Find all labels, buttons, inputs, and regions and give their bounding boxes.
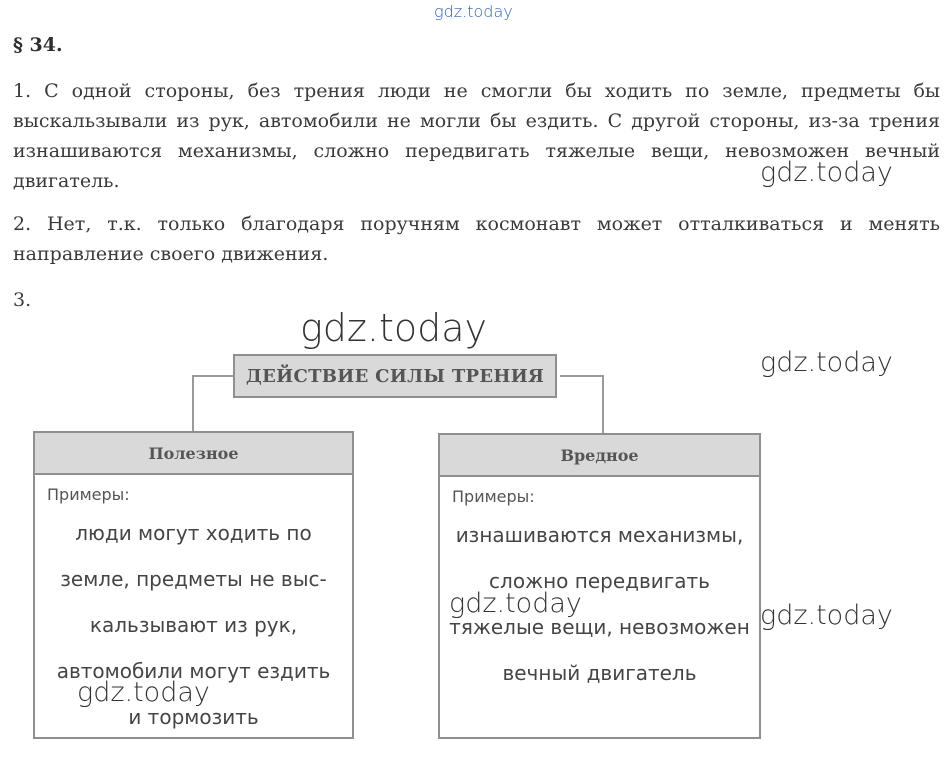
- harmful-heading: Вредное: [440, 435, 759, 477]
- answer-2: 2. Нет, т.к. только благодаря поручням космонавт может отталкиваться и менять направление своего движения.: [13, 213, 940, 265]
- harmful-line: тяжелые вещи, невозможен: [449, 615, 750, 639]
- watermark: gdz.today: [449, 588, 582, 619]
- harmful-line: сложно передвигать: [489, 569, 710, 593]
- diagram-title: ДЕЙСТВИЕ СИЛЫ ТРЕНИЯ: [233, 354, 557, 398]
- harmful-line: изнашиваются механизмы,: [455, 523, 744, 547]
- useful-line: земле, предметы не выс-: [60, 567, 327, 591]
- useful-heading: Полезное: [35, 433, 352, 475]
- harmful-examples-label: Примеры:: [452, 487, 535, 506]
- harmful-line: вечный двигатель: [502, 661, 697, 685]
- harmful-box: [438, 433, 761, 739]
- watermark: gdz.today: [300, 306, 487, 350]
- answer-1: 1. С одной стороны, без трения люди не смогли бы ходить по земле, предметы бы выскальзывали из рук, автомобили не могли бы ездить. С другой стороны, из-за трения изнашиваются механизмы, сложно передвигать тяжелые вещи, невозможен вечный двигатель.: [13, 80, 940, 192]
- connector-right: [560, 375, 604, 435]
- watermark: gdz.today: [77, 677, 210, 708]
- useful-line: автомобили могут ездить: [56, 659, 331, 683]
- watermark: gdz.today: [760, 157, 893, 188]
- answer-3: 3.: [13, 289, 32, 311]
- useful-examples-label: Примеры:: [47, 485, 130, 504]
- watermark: gdz.today: [760, 600, 893, 631]
- useful-line: и тормозить: [128, 705, 259, 729]
- useful-line: кальзывают из рук,: [89, 613, 298, 637]
- watermark-top: gdz.today: [434, 2, 513, 21]
- useful-line: люди могут ходить по: [75, 521, 312, 545]
- section-number: § 34.: [13, 34, 63, 56]
- connector-left: [192, 375, 236, 433]
- watermark: gdz.today: [760, 347, 893, 378]
